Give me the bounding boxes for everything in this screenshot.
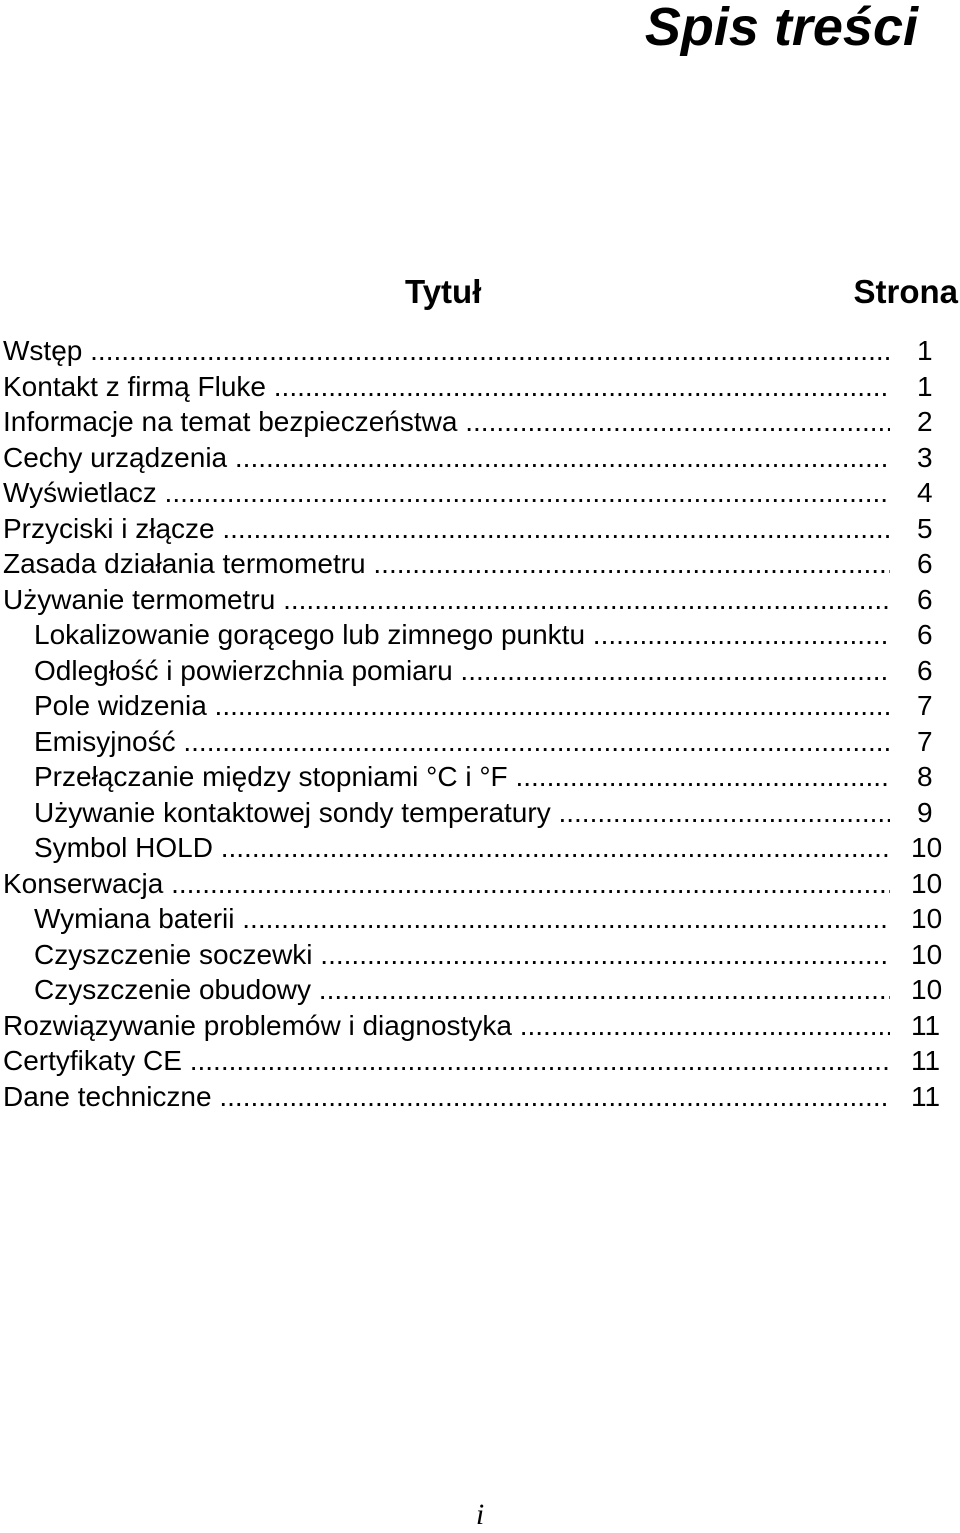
- toc-entry[interactable]: [3, 475, 958, 511]
- toc-entry-label: Używanie termometru .....: [3, 582, 890, 618]
- toc-entry-label: Wymiana baterii .....: [34, 901, 890, 937]
- toc-entry-page: 11: [911, 1080, 941, 1112]
- toc-entry-page: 4: [917, 477, 933, 508]
- toc-entry-page: 1: [917, 370, 933, 402]
- toc-entry-label: Czyszczenie soczewki .....: [34, 937, 890, 973]
- toc-entry-page: 11: [911, 1045, 941, 1076]
- toc-entry[interactable]: [3, 972, 958, 1008]
- toc-entry-page: 6: [917, 619, 933, 650]
- toc-entry-page: 6: [917, 548, 933, 579]
- toc-entry-label: Rozwiązywanie problemów i diagnostyka .....: [3, 1008, 890, 1044]
- toc-entry-label: Pole widzenia .....: [34, 688, 890, 724]
- toc-entry-label: Cechy urządzenia .....: [3, 440, 890, 476]
- toc-entry-page: 5: [917, 512, 933, 544]
- toc-entry-page: 2: [917, 406, 933, 437]
- toc-entry[interactable]: [3, 688, 958, 724]
- toc-entry-page: 10: [911, 974, 943, 1005]
- toc-entry-label: Lokalizowanie gorącego lub zimnego punktu .....: [34, 617, 890, 653]
- toc-entry-page: 10: [911, 903, 943, 934]
- table-of-contents: [3, 333, 958, 1114]
- toc-entry-label: Wyświetlacz .....: [3, 475, 890, 511]
- page-title: Spis treści: [644, 0, 918, 57]
- toc-entry[interactable]: [3, 724, 958, 760]
- toc-entry[interactable]: [3, 1008, 958, 1044]
- toc-entry[interactable]: [3, 653, 958, 689]
- toc-entry-label: Przyciski i złącze .....: [3, 511, 890, 547]
- toc-entry[interactable]: [3, 866, 958, 902]
- toc-entry-label: Używanie kontaktowej sondy temperatury .....: [34, 795, 890, 831]
- toc-entry[interactable]: [3, 369, 958, 405]
- toc-entry-page: 9: [917, 796, 933, 828]
- toc-entry[interactable]: [3, 937, 958, 973]
- footer-page-number: i: [475, 1498, 485, 1531]
- toc-entry-label: Dane techniczne .....: [3, 1079, 890, 1115]
- toc-entry[interactable]: [3, 795, 958, 831]
- toc-entry-page: 11: [911, 1009, 941, 1041]
- column-header-title: Tytuł: [405, 273, 482, 310]
- toc-entry-page: 10: [911, 867, 943, 899]
- toc-entry-page: 3: [917, 441, 933, 473]
- toc-entry-label: Informacje na temat bezpieczeństwa .....: [3, 404, 890, 440]
- toc-entry[interactable]: [3, 511, 958, 547]
- toc-entry-label: Wstęp .....: [3, 333, 890, 369]
- toc-entry-label: Kontakt z firmą Fluke .....: [3, 369, 890, 405]
- toc-entry[interactable]: [3, 333, 958, 369]
- toc-entry-label: Konserwacja .....: [3, 866, 890, 902]
- toc-entry[interactable]: [3, 1043, 958, 1079]
- toc-entry-label: Przełączanie między stopniami °C i °F .....: [34, 759, 890, 795]
- toc-entry[interactable]: [3, 546, 958, 582]
- toc-entry[interactable]: [3, 440, 958, 476]
- toc-entry-label: Czyszczenie obudowy .....: [34, 972, 890, 1008]
- toc-entry-page: 7: [917, 725, 933, 757]
- toc-entry-label: Certyfikaty CE .....: [3, 1043, 890, 1079]
- toc-entry-page: 6: [917, 654, 933, 686]
- toc-entry[interactable]: [3, 617, 958, 653]
- toc-entry-page: 1: [917, 335, 933, 366]
- toc-entry-page: 6: [917, 583, 933, 615]
- toc-entry-page: 10: [911, 832, 943, 863]
- toc-entry[interactable]: [3, 830, 958, 866]
- toc-entry-label: Zasada działania termometru .....: [3, 546, 890, 582]
- toc-entry[interactable]: [3, 1079, 958, 1115]
- toc-entry[interactable]: [3, 759, 958, 795]
- toc-entry-label: Symbol HOLD .....: [34, 830, 890, 866]
- toc-entry-page: 10: [911, 938, 943, 970]
- toc-entry[interactable]: [3, 404, 958, 440]
- column-header-page: Strona: [853, 273, 958, 310]
- toc-entry-page: 8: [917, 761, 933, 792]
- toc-entry-label: Emisyjność .....: [34, 724, 890, 760]
- toc-entry[interactable]: [3, 901, 958, 937]
- toc-entry-page: 7: [917, 690, 933, 721]
- toc-entry-label: Odległość i powierzchnia pomiaru .....: [34, 653, 890, 689]
- toc-entry[interactable]: [3, 582, 958, 618]
